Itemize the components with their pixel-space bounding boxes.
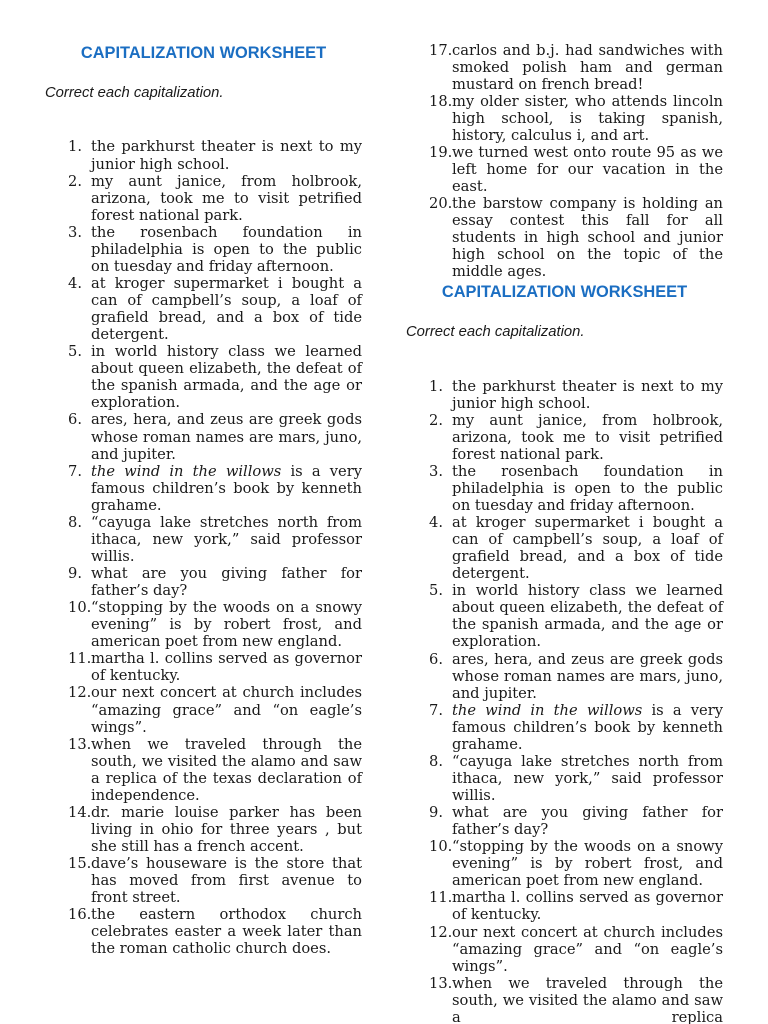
question-number: 6. (68, 411, 82, 429)
question-text-content: in world history class we learned about queen elizabeth, the defeat of the spanish armada, and the age or exploration. (452, 582, 723, 651)
question-text-content: dave’s houseware is the store that has moved from first avenue to front street. (91, 855, 362, 907)
question-item (45, 463, 362, 514)
question-number: 5. (68, 343, 82, 361)
worksheet-title: CAPITALIZATION WORKSHEET (441, 283, 688, 302)
question-text-content: dr. marie louise parker has been living in ohio for three years , but she still has a french accent. (91, 803, 362, 856)
question-text-content: the rosenbach foundation in philadelphia is open to the public on tuesday and friday afternoon. (91, 223, 362, 275)
question-text-content: what are you giving father for father’s day? (452, 804, 723, 839)
question-item (45, 343, 362, 411)
question-item (406, 463, 723, 514)
question-item (45, 411, 362, 462)
question-item (45, 855, 362, 906)
question-item (406, 514, 723, 582)
question-item (45, 906, 362, 957)
question-item (406, 412, 723, 463)
question-item (406, 804, 723, 838)
question-text-content: when we traveled through the south, we visited the alamo and saw a replica of the texas declaration of independence. (91, 735, 362, 804)
question-text (452, 975, 723, 1024)
question-text-content: martha l. collins served as governor of kentucky. (452, 889, 723, 924)
question-item (406, 889, 723, 923)
question-text (91, 736, 362, 804)
question-number: 14. (68, 803, 92, 821)
question-number: 5. (429, 582, 443, 600)
question-text (91, 224, 362, 275)
question-text-content: ares, hera, and zeus are greek gods whose roman names are mars, juno, and jupiter. (91, 411, 362, 463)
question-text (452, 463, 723, 514)
question-number: 17. (429, 41, 453, 59)
question-number: 3. (429, 462, 443, 480)
question-text-content: the parkhurst theater is next to my junior high school. (91, 138, 362, 173)
right-column (406, 42, 723, 1024)
question-number: 11. (429, 889, 453, 907)
question-text-content: the rosenbach foundation in philadelphia is open to the public on tuesday and friday afternoon. (452, 462, 723, 514)
question-item (45, 514, 362, 565)
question-text-content: “stopping by the woods on a snowy evening” is by robert frost, and american poet from new england. (452, 838, 723, 890)
question-number: 13. (68, 735, 92, 753)
question-item (406, 93, 723, 144)
question-item (45, 736, 362, 804)
question-item (45, 650, 362, 684)
question-item (406, 144, 723, 195)
question-text (452, 412, 723, 463)
question-text (452, 804, 723, 838)
question-text (91, 463, 362, 514)
question-text-content: what are you giving father for father’s day? (91, 565, 362, 600)
question-item (406, 651, 723, 702)
question-item (406, 838, 723, 889)
question-item (45, 173, 362, 224)
question-number: 9. (429, 804, 443, 822)
question-item (406, 702, 723, 753)
question-text-content: is a very famous children’s book by kenneth grahame. (91, 462, 362, 514)
question-number: 1. (68, 138, 82, 156)
question-number: 8. (68, 513, 82, 531)
question-text (452, 144, 723, 195)
left-column (45, 42, 362, 957)
question-item (45, 565, 362, 599)
question-item (45, 804, 362, 855)
question-text (452, 702, 723, 753)
question-item (406, 924, 723, 975)
question-item (45, 599, 362, 650)
question-number: 11. (68, 650, 92, 668)
question-text-content: our next concert at church includes “amazing grace” and “on eagle’s wings”. (91, 684, 362, 736)
question-item (45, 275, 362, 343)
question-list-continued (406, 42, 723, 281)
question-text-content: my older sister, who attends lincoln high school, is taking spanish, history, calculus i, and art. (452, 92, 723, 144)
question-item (45, 138, 362, 172)
question-number: 13. (429, 974, 453, 992)
question-text-content: our next concert at church includes “amazing grace” and “on eagle’s wings”. (452, 923, 723, 975)
question-item (406, 42, 723, 93)
question-number: 6. (429, 650, 443, 668)
question-text (452, 651, 723, 702)
question-text (91, 343, 362, 411)
question-text (91, 275, 362, 343)
question-text (452, 924, 723, 975)
question-item (406, 582, 723, 650)
question-number: 7. (429, 701, 443, 719)
question-text-content: “cayuga lake stretches north from ithaca, new york,” said professor willis. (452, 752, 723, 804)
question-list (45, 138, 362, 957)
question-number: 12. (429, 923, 453, 941)
question-number: 4. (68, 274, 82, 292)
question-text (91, 514, 362, 565)
question-text (91, 906, 362, 957)
question-text (91, 684, 362, 735)
worksheet-instructions: Correct each capitalization. (45, 85, 224, 101)
question-number: 19. (429, 143, 453, 161)
question-text (91, 173, 362, 224)
question-text (91, 599, 362, 650)
question-text-content: my aunt janice, from holbrook, arizona, took me to visit petrified forest national park. (91, 172, 362, 224)
question-text (91, 565, 362, 599)
question-item (406, 753, 723, 804)
question-text (91, 804, 362, 855)
question-text (91, 650, 362, 684)
question-text (91, 411, 362, 462)
question-number: 4. (429, 514, 443, 531)
question-number: 1. (429, 377, 443, 395)
question-text (452, 514, 723, 582)
question-text (452, 378, 723, 412)
question-number: 7. (68, 462, 82, 480)
question-text (452, 889, 723, 923)
question-text-content: my aunt janice, from holbrook, arizona, took me to visit petrified forest national park. (452, 411, 723, 463)
question-number: 20. (429, 195, 453, 213)
question-text-content: the barstow company is holding an essay contest this fall for all students in high school and junior high school on the topic of the middle ages. (452, 195, 723, 281)
question-item (406, 378, 723, 412)
question-number: 9. (68, 565, 82, 583)
question-text (452, 582, 723, 650)
italic-book-title: the wind in the willows (91, 462, 282, 480)
question-number: 10. (429, 838, 453, 856)
question-text-content: carlos and b.j. had sandwiches with smoked polish ham and german mustard on french bread! (452, 41, 723, 93)
question-number: 2. (68, 172, 82, 190)
question-text-content: “cayuga lake stretches north from ithaca, new york,” said professor willis. (91, 513, 362, 565)
question-text (452, 753, 723, 804)
question-number: 8. (429, 752, 443, 770)
question-text (91, 855, 362, 906)
question-number: 2. (429, 411, 443, 429)
question-text-content: at kroger supermarket i bought a can of campbell’s soup, a loaf of grafield bread, and a box of tide detergent. (91, 274, 362, 344)
question-text (452, 195, 723, 280)
question-text (452, 838, 723, 889)
question-text-content: “stopping by the woods on a snowy evening” is by robert frost, and american poet from new england. (91, 599, 362, 651)
question-text-content: is a very famous children’s book by kenneth grahame. (452, 701, 723, 753)
italic-book-title: the wind in the willows (452, 701, 643, 719)
question-number: 16. (68, 906, 92, 924)
question-text (452, 42, 723, 93)
question-number: 10. (68, 599, 92, 617)
question-text-content: martha l. collins served as governor of kentucky. (91, 650, 362, 685)
question-text-content: ares, hera, and zeus are greek gods whose roman names are mars, juno, and jupiter. (452, 650, 723, 702)
question-item (406, 195, 723, 280)
question-number: 18. (429, 92, 453, 110)
question-text-content: the eastern orthodox church celebrates easter a week later than the roman catholic church does. (91, 906, 362, 958)
question-text-content: in world history class we learned about queen elizabeth, the defeat of the spanish armada, and the age or exploration. (91, 343, 362, 412)
question-item (45, 224, 362, 275)
question-text-content: we turned west onto route 95 as we left home for our vacation in the east. (452, 143, 723, 195)
question-text (91, 138, 362, 172)
question-text (452, 93, 723, 144)
question-text-content: when we traveled through the south, we visited the alamo and saw a replica (452, 974, 723, 1024)
question-item (45, 684, 362, 735)
question-text-content: at kroger supermarket i bought a can of campbell’s soup, a loaf of grafield bread, and a box of tide detergent. (452, 514, 723, 583)
question-number: 12. (68, 684, 92, 702)
worksheet-title: CAPITALIZATION WORKSHEET (80, 44, 327, 62)
question-number: 3. (68, 223, 82, 241)
question-text-content: the parkhurst theater is next to my junior high school. (452, 377, 723, 412)
question-number: 15. (68, 855, 92, 873)
question-list (406, 378, 723, 1024)
worksheet-instructions: Correct each capitalization. (406, 324, 585, 341)
question-item (406, 975, 723, 1024)
